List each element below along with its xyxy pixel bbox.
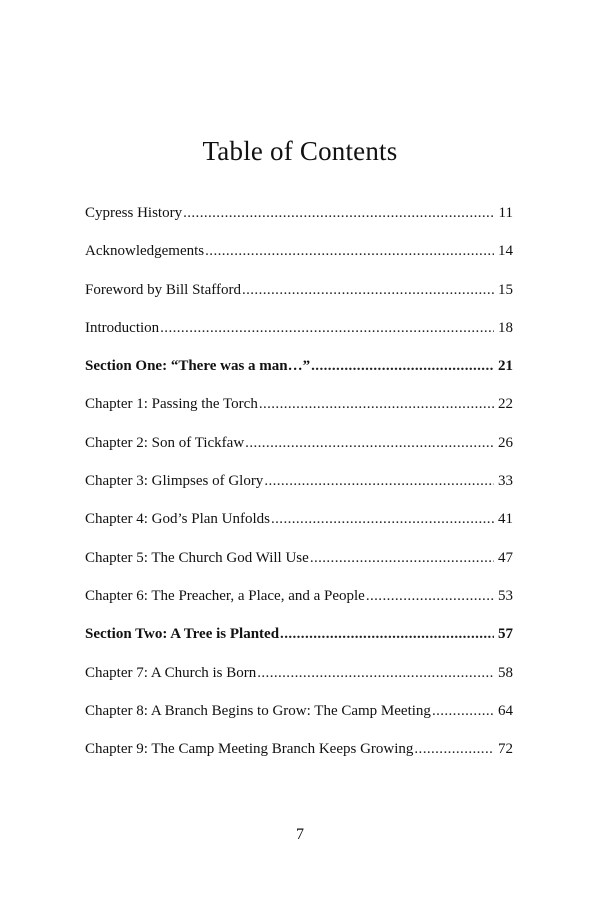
table-of-contents [85, 205, 513, 779]
toc-entry-chapter-2[interactable] [85, 435, 513, 473]
toc-entry-page: 64 [498, 702, 513, 719]
toc-entry-title: Chapter 4: God’s Plan Unfolds [85, 511, 270, 528]
toc-entry-introduction[interactable] [85, 320, 513, 358]
toc-entry-title: Acknowledgements [85, 243, 205, 260]
toc-entry-title: Section One: “There was a man…” [85, 358, 311, 375]
dot-leader [160, 320, 494, 337]
dot-leader [271, 511, 494, 528]
toc-entry-acknowledgements[interactable] [85, 243, 513, 281]
toc-entry-title: Chapter 8: A Branch Begins to Grow: The Camp Meeting [85, 702, 431, 719]
toc-entry-title: Chapter 5: The Church God Will Use [85, 549, 309, 566]
dot-leader [183, 205, 494, 222]
toc-entry-chapter-4[interactable] [85, 511, 513, 549]
toc-entry-title: Chapter 3: Glimpses of Glory [85, 473, 264, 490]
toc-entry-page: 14 [498, 243, 513, 260]
toc-entry-chapter-9[interactable] [85, 741, 513, 779]
toc-entry-title: Chapter 2: Son of Tickfaw [85, 434, 245, 451]
dot-leader [414, 741, 494, 758]
toc-entry-page: 21 [498, 358, 513, 375]
toc-entry-chapter-8[interactable] [85, 703, 513, 741]
toc-entry-page: 57 [498, 626, 513, 643]
page-number: 7 [296, 826, 304, 843]
toc-entry-page: 11 [498, 205, 513, 221]
toc-entry-foreword[interactable] [85, 282, 513, 320]
toc-entry-chapter-1[interactable] [85, 396, 513, 434]
toc-entry-page: 72 [498, 741, 513, 758]
toc-entry-section-two[interactable] [85, 626, 513, 664]
toc-entry-title: Foreword by Bill Stafford [85, 281, 241, 298]
toc-entry-title: Section Two: A Tree is Planted [85, 626, 280, 643]
toc-entry-page: 33 [498, 473, 513, 490]
toc-entry-chapter-5[interactable] [85, 550, 513, 588]
toc-entry-page: 58 [498, 664, 513, 681]
toc-entry-title: Introduction [85, 319, 160, 336]
toc-entry-title: Cypress History [85, 205, 183, 221]
toc-entry-title: Chapter 9: The Camp Meeting Branch Keeps Growing [85, 741, 414, 758]
dot-leader [432, 703, 494, 720]
toc-entry-page: 41 [498, 511, 513, 528]
toc-entry-chapter-7[interactable] [85, 665, 513, 703]
toc-entry-title: Chapter 6: The Preacher, a Place, and a People [85, 587, 365, 604]
toc-entry-title: Chapter 7: A Church is Born [85, 664, 257, 681]
dot-leader [259, 396, 494, 413]
toc-entry-chapter-6[interactable] [85, 588, 513, 626]
dot-leader [366, 588, 494, 605]
dot-leader [311, 358, 494, 375]
toc-entry-page: 53 [498, 587, 513, 604]
toc-entry-title: Chapter 1: Passing the Torch [85, 396, 258, 413]
toc-entry-page: 15 [498, 281, 513, 298]
page-title: Table of Contents [202, 136, 398, 166]
toc-entry-page: 26 [498, 434, 513, 451]
dot-leader [242, 282, 494, 299]
toc-entry-page: 47 [498, 549, 513, 566]
toc-entry-section-one[interactable] [85, 358, 513, 396]
dot-leader [280, 626, 494, 643]
toc-entry-page: 22 [498, 396, 513, 413]
dot-leader [257, 665, 494, 682]
dot-leader [245, 435, 494, 452]
dot-leader [310, 550, 494, 567]
toc-entry-cypress-history[interactable] [85, 205, 513, 243]
dot-leader [264, 473, 494, 490]
toc-entry-page: 18 [498, 319, 513, 336]
toc-entry-chapter-3[interactable] [85, 473, 513, 511]
dot-leader [205, 243, 494, 260]
